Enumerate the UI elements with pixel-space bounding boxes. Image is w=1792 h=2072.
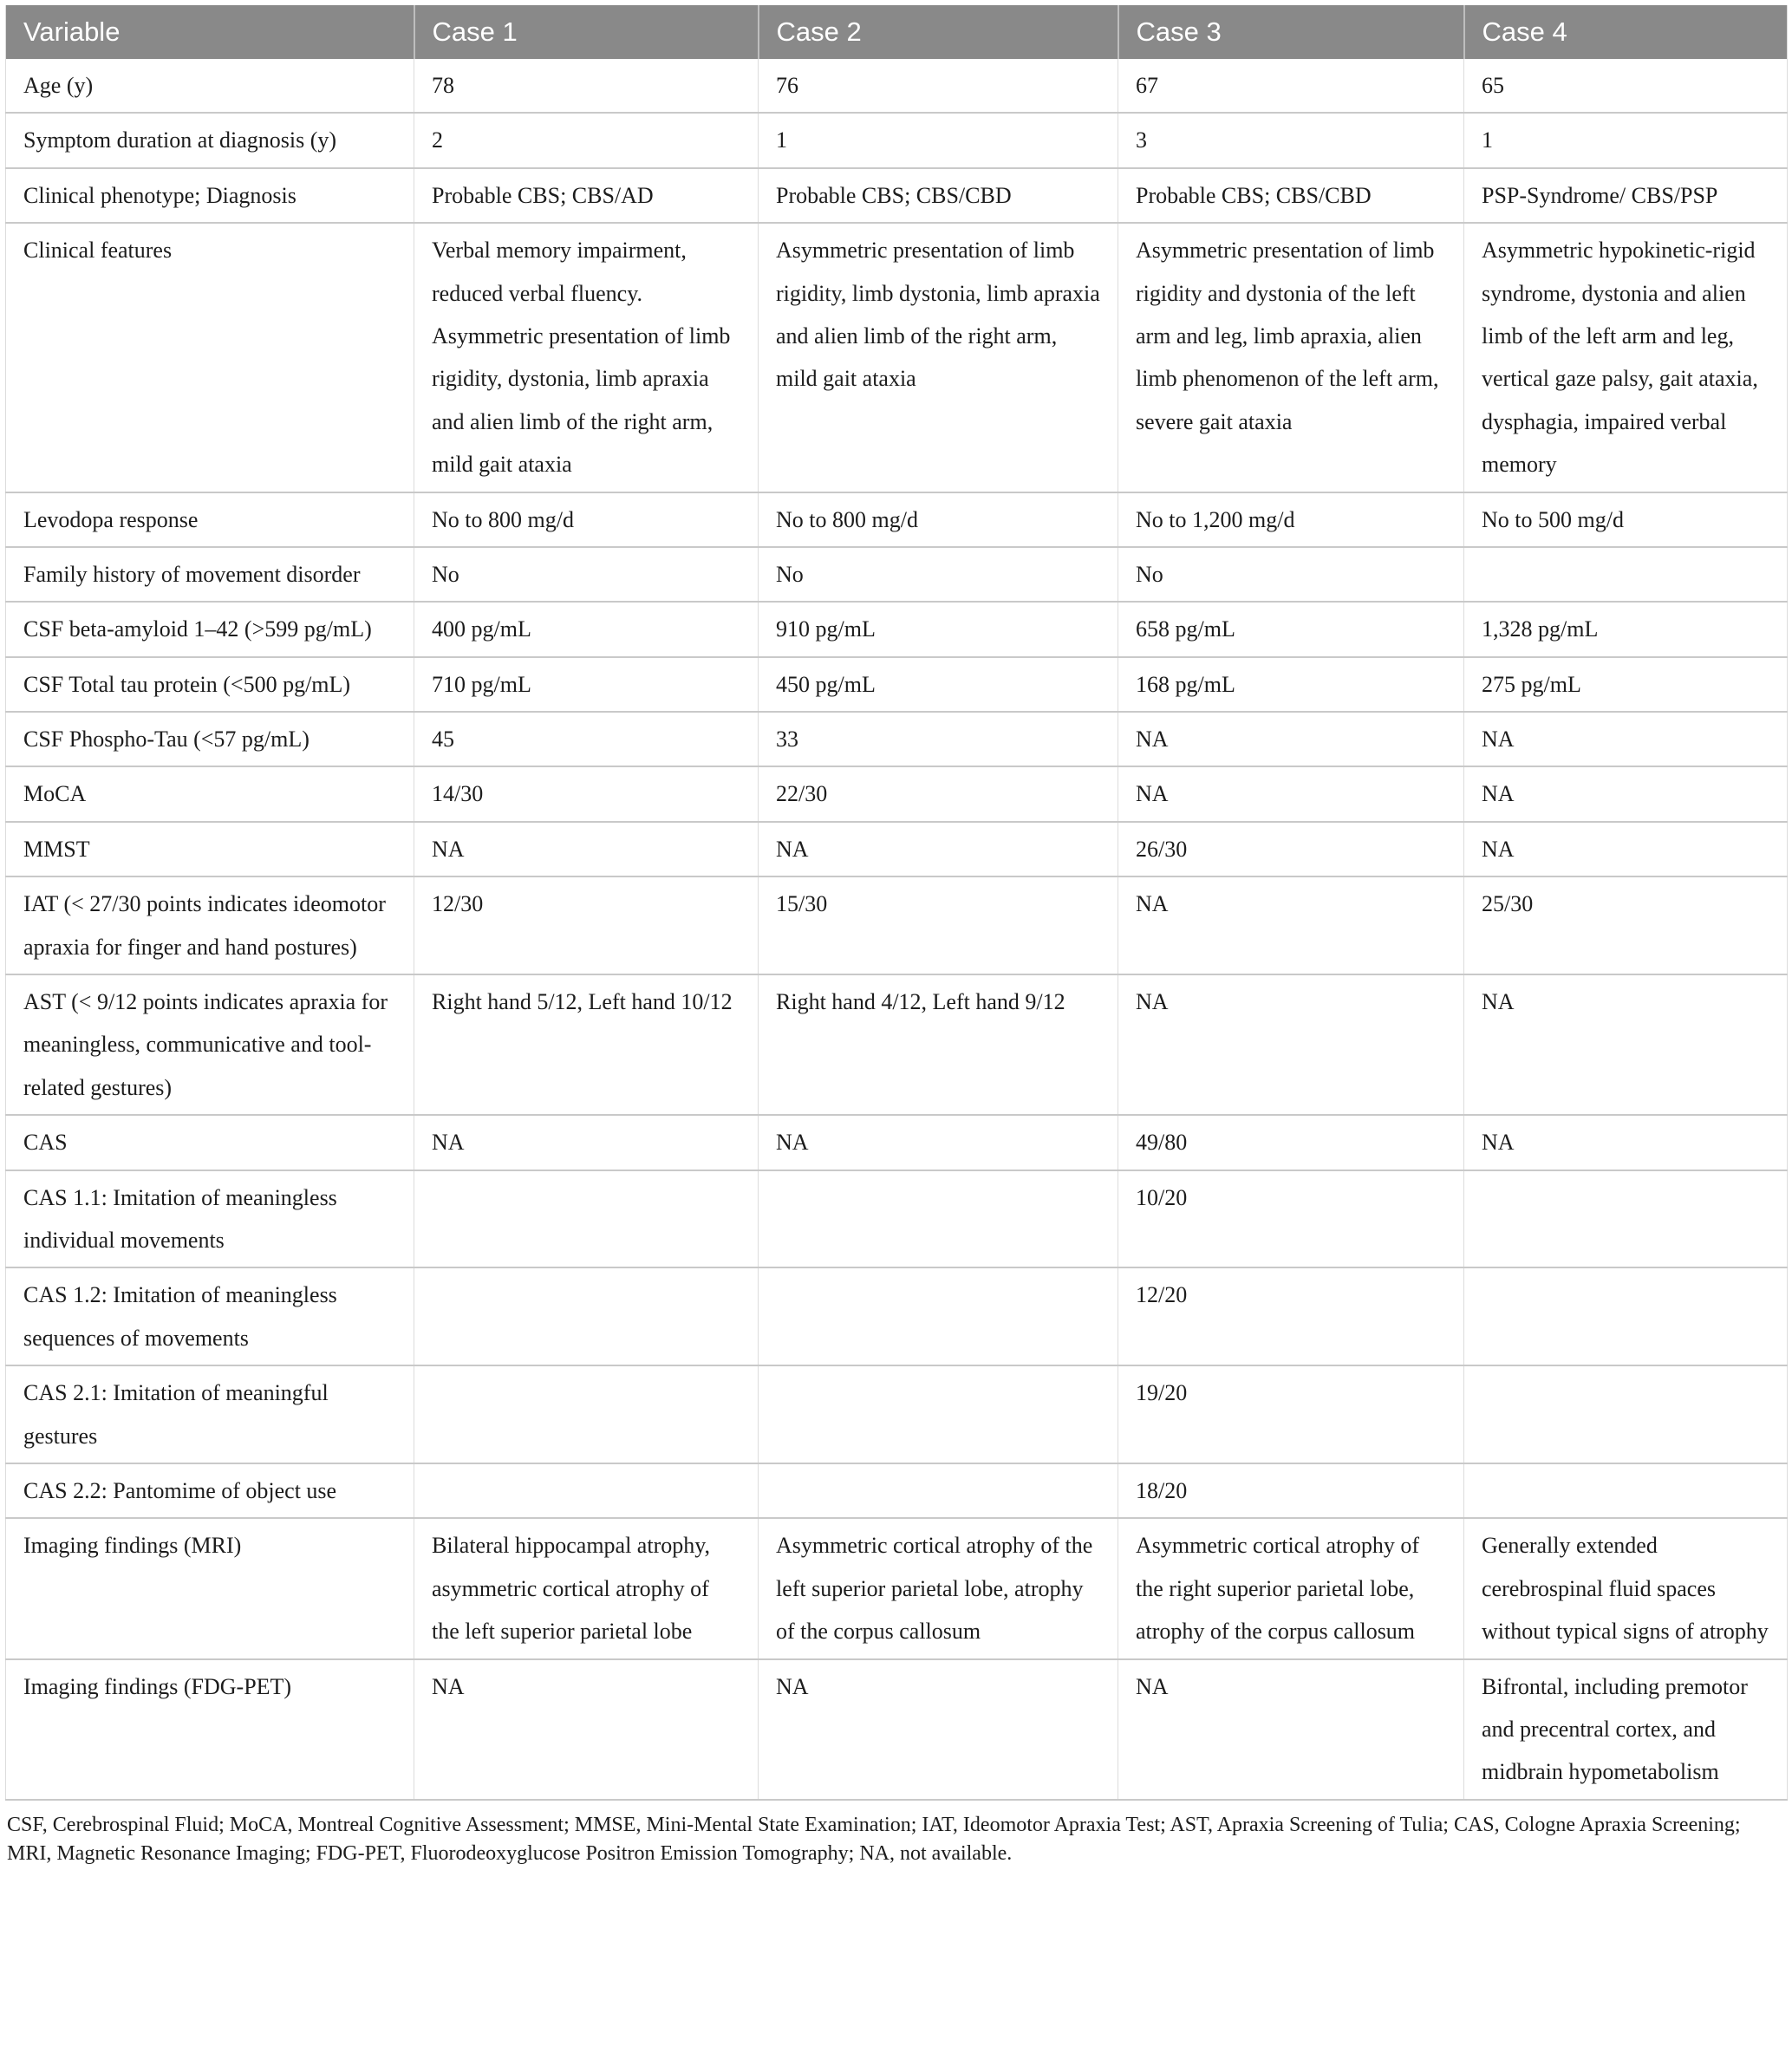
case-2-value-cell: No to 800 mg/d xyxy=(759,492,1118,547)
case-3-value-cell: NA xyxy=(1118,1659,1464,1800)
case-1-value-cell xyxy=(414,1463,759,1518)
case-4-value-cell: 65 xyxy=(1464,59,1788,113)
column-header-case-3: Case 3 xyxy=(1118,5,1464,59)
case-1-value-cell: 12/30 xyxy=(414,876,759,974)
case-3-value-cell: 3 xyxy=(1118,113,1464,167)
case-4-value-cell: 1,328 pg/mL xyxy=(1464,602,1788,656)
table-row xyxy=(6,113,1788,167)
case-2-value-cell: NA xyxy=(759,822,1118,876)
case-1-value-cell: NA xyxy=(414,1115,759,1170)
case-1-value-cell: Bilateral hippocampal atrophy, asymmetric cortical atrophy of the left superior parietal lobe xyxy=(414,1518,759,1658)
case-4-value-cell: Asymmetric hypokinetic-rigid syndrome, dystonia and alien limb of the left arm and leg, vertical gaze palsy, gait ataxia, dysphagia, impaired verbal memory xyxy=(1464,223,1788,492)
row-variable-label: CSF Total tau protein (<500 pg/mL) xyxy=(6,657,414,712)
case-4-value-cell: Bifrontal, including premotor and precentral cortex, and midbrain hypometabolism xyxy=(1464,1659,1788,1800)
case-4-value-cell: PSP-Syndrome/ CBS/PSP xyxy=(1464,168,1788,223)
case-2-value-cell: 450 pg/mL xyxy=(759,657,1118,712)
row-variable-label: CAS xyxy=(6,1115,414,1170)
case-1-value-cell xyxy=(414,1267,759,1365)
case-2-value-cell: Probable CBS; CBS/CBD xyxy=(759,168,1118,223)
case-1-value-cell: No xyxy=(414,547,759,602)
table-row xyxy=(6,822,1788,876)
table-row xyxy=(6,1365,1788,1463)
column-header-case-4: Case 4 xyxy=(1464,5,1788,59)
row-variable-label: IAT (< 27/30 points indicates ideomotor apraxia for finger and hand postures) xyxy=(6,876,414,974)
case-4-value-cell: NA xyxy=(1464,974,1788,1115)
row-variable-label: CSF Phospho-Tau (<57 pg/mL) xyxy=(6,712,414,766)
case-1-value-cell: No to 800 mg/d xyxy=(414,492,759,547)
case-1-value-cell: NA xyxy=(414,1659,759,1800)
case-3-value-cell: Asymmetric cortical atrophy of the right superior parietal lobe, atrophy of the corpus callosum xyxy=(1118,1518,1464,1658)
case-3-value-cell: NA xyxy=(1118,974,1464,1115)
case-3-value-cell: 49/80 xyxy=(1118,1115,1464,1170)
table-row xyxy=(6,1518,1788,1658)
table-row xyxy=(6,223,1788,492)
case-1-value-cell: 14/30 xyxy=(414,766,759,821)
case-4-value-cell xyxy=(1464,1267,1788,1365)
header-row xyxy=(6,5,1788,59)
case-4-value-cell xyxy=(1464,1365,1788,1463)
row-variable-label: Levodopa response xyxy=(6,492,414,547)
row-variable-label: CAS 1.2: Imitation of meaningless sequences of movements xyxy=(6,1267,414,1365)
case-2-value-cell xyxy=(759,1365,1118,1463)
case-3-value-cell: No to 1,200 mg/d xyxy=(1118,492,1464,547)
table-row xyxy=(6,1115,1788,1170)
case-4-value-cell: No to 500 mg/d xyxy=(1464,492,1788,547)
case-1-value-cell: 78 xyxy=(414,59,759,113)
case-4-value-cell xyxy=(1464,1170,1788,1268)
case-2-value-cell: 910 pg/mL xyxy=(759,602,1118,656)
case-4-value-cell: NA xyxy=(1464,822,1788,876)
case-4-value-cell: 1 xyxy=(1464,113,1788,167)
row-variable-label: MoCA xyxy=(6,766,414,821)
case-1-value-cell: 400 pg/mL xyxy=(414,602,759,656)
case-3-value-cell: NA xyxy=(1118,766,1464,821)
case-1-value-cell: Verbal memory impairment, reduced verbal fluency. Asymmetric presentation of limb rigidity, dystonia, limb apraxia and alien limb of the right arm, mild gait ataxia xyxy=(414,223,759,492)
case-1-value-cell: NA xyxy=(414,822,759,876)
table-body xyxy=(6,59,1788,1800)
table-footnote: CSF, Cerebrospinal Fluid; MoCA, Montreal Cognitive Assessment; MMSE, Mini-Mental State Examination; IAT, Ideomotor Apraxia Test; AST, Apraxia Screening of Tulia; CAS, Cologne Apraxia Screening; MRI, Magnetic Resonance Imaging; FDG-PET, Fluorodeoxyglucose Positron Emission Tomography; NA, not available. xyxy=(7,1813,1741,1866)
case-1-value-cell: Right hand 5/12, Left hand 10/12 xyxy=(414,974,759,1115)
table-row xyxy=(6,1659,1788,1800)
case-2-value-cell: Asymmetric presentation of limb rigidity, limb dystonia, limb apraxia and alien limb of the right arm, mild gait ataxia xyxy=(759,223,1118,492)
case-4-value-cell: NA xyxy=(1464,1115,1788,1170)
case-2-value-cell: No xyxy=(759,547,1118,602)
table-row xyxy=(6,657,1788,712)
case-3-value-cell: No xyxy=(1118,547,1464,602)
table-row xyxy=(6,602,1788,656)
case-3-value-cell: 658 pg/mL xyxy=(1118,602,1464,656)
table-row xyxy=(6,168,1788,223)
case-2-value-cell: 1 xyxy=(759,113,1118,167)
row-variable-label: CAS 1.1: Imitation of meaningless individual movements xyxy=(6,1170,414,1268)
case-1-value-cell: 710 pg/mL xyxy=(414,657,759,712)
case-2-value-cell: 15/30 xyxy=(759,876,1118,974)
case-4-value-cell: NA xyxy=(1464,712,1788,766)
case-2-value-cell xyxy=(759,1170,1118,1268)
case-4-value-cell: 275 pg/mL xyxy=(1464,657,1788,712)
case-3-value-cell: 10/20 xyxy=(1118,1170,1464,1268)
case-1-value-cell: 45 xyxy=(414,712,759,766)
case-1-value-cell: Probable CBS; CBS/AD xyxy=(414,168,759,223)
case-2-value-cell: 33 xyxy=(759,712,1118,766)
column-header-case-1: Case 1 xyxy=(414,5,759,59)
table-row xyxy=(6,547,1788,602)
case-4-value-cell: NA xyxy=(1464,766,1788,821)
case-2-value-cell: 22/30 xyxy=(759,766,1118,821)
table-row xyxy=(6,1170,1788,1268)
case-3-value-cell: 19/20 xyxy=(1118,1365,1464,1463)
case-3-value-cell: Asymmetric presentation of limb rigidity and dystonia of the left arm and leg, limb apraxia, alien limb phenomenon of the left arm, severe gait ataxia xyxy=(1118,223,1464,492)
case-3-value-cell: 18/20 xyxy=(1118,1463,1464,1518)
case-1-value-cell xyxy=(414,1170,759,1268)
row-variable-label: MMST xyxy=(6,822,414,876)
case-3-value-cell: 67 xyxy=(1118,59,1464,113)
case-2-value-cell: Asymmetric cortical atrophy of the left superior parietal lobe, atrophy of the corpus callosum xyxy=(759,1518,1118,1658)
row-variable-label: Age (y) xyxy=(6,59,414,113)
table-row xyxy=(6,59,1788,113)
case-2-value-cell xyxy=(759,1267,1118,1365)
table-row xyxy=(6,1267,1788,1365)
row-variable-label: Imaging findings (FDG-PET) xyxy=(6,1659,414,1800)
case-4-value-cell: 25/30 xyxy=(1464,876,1788,974)
row-variable-label: CAS 2.1: Imitation of meaningful gestures xyxy=(6,1365,414,1463)
column-header-case-2: Case 2 xyxy=(759,5,1118,59)
row-variable-label: Clinical phenotype; Diagnosis xyxy=(6,168,414,223)
case-4-value-cell xyxy=(1464,1463,1788,1518)
row-variable-label: Symptom duration at diagnosis (y) xyxy=(6,113,414,167)
case-1-value-cell: 2 xyxy=(414,113,759,167)
table-row xyxy=(6,712,1788,766)
case-3-value-cell: NA xyxy=(1118,712,1464,766)
column-header-variable: Variable xyxy=(6,5,414,59)
case-3-value-cell: 26/30 xyxy=(1118,822,1464,876)
table-row xyxy=(6,766,1788,821)
case-3-value-cell: NA xyxy=(1118,876,1464,974)
case-3-value-cell: 168 pg/mL xyxy=(1118,657,1464,712)
case-3-value-cell: Probable CBS; CBS/CBD xyxy=(1118,168,1464,223)
row-variable-label: AST (< 9/12 points indicates apraxia for meaningless, communicative and tool-related gestures) xyxy=(6,974,414,1115)
row-variable-label: CSF beta-amyloid 1–42 (>599 pg/mL) xyxy=(6,602,414,656)
table-row xyxy=(6,974,1788,1115)
table-row xyxy=(6,876,1788,974)
row-variable-label: Imaging findings (MRI) xyxy=(6,1518,414,1658)
case-2-value-cell: Right hand 4/12, Left hand 9/12 xyxy=(759,974,1118,1115)
row-variable-label: Family history of movement disorder xyxy=(6,547,414,602)
row-variable-label: CAS 2.2: Pantomime of object use xyxy=(6,1463,414,1518)
row-variable-label: Clinical features xyxy=(6,223,414,492)
case-2-value-cell: 76 xyxy=(759,59,1118,113)
case-4-value-cell: Generally extended cerebrospinal fluid spaces without typical signs of atrophy xyxy=(1464,1518,1788,1658)
case-2-value-cell: NA xyxy=(759,1115,1118,1170)
case-2-value-cell: NA xyxy=(759,1659,1118,1800)
table-row xyxy=(6,1463,1788,1518)
case-2-value-cell xyxy=(759,1463,1118,1518)
case-3-value-cell: 12/20 xyxy=(1118,1267,1464,1365)
case-comparison-table xyxy=(5,5,1788,1801)
case-1-value-cell xyxy=(414,1365,759,1463)
case-4-value-cell xyxy=(1464,547,1788,602)
table-row xyxy=(6,492,1788,547)
